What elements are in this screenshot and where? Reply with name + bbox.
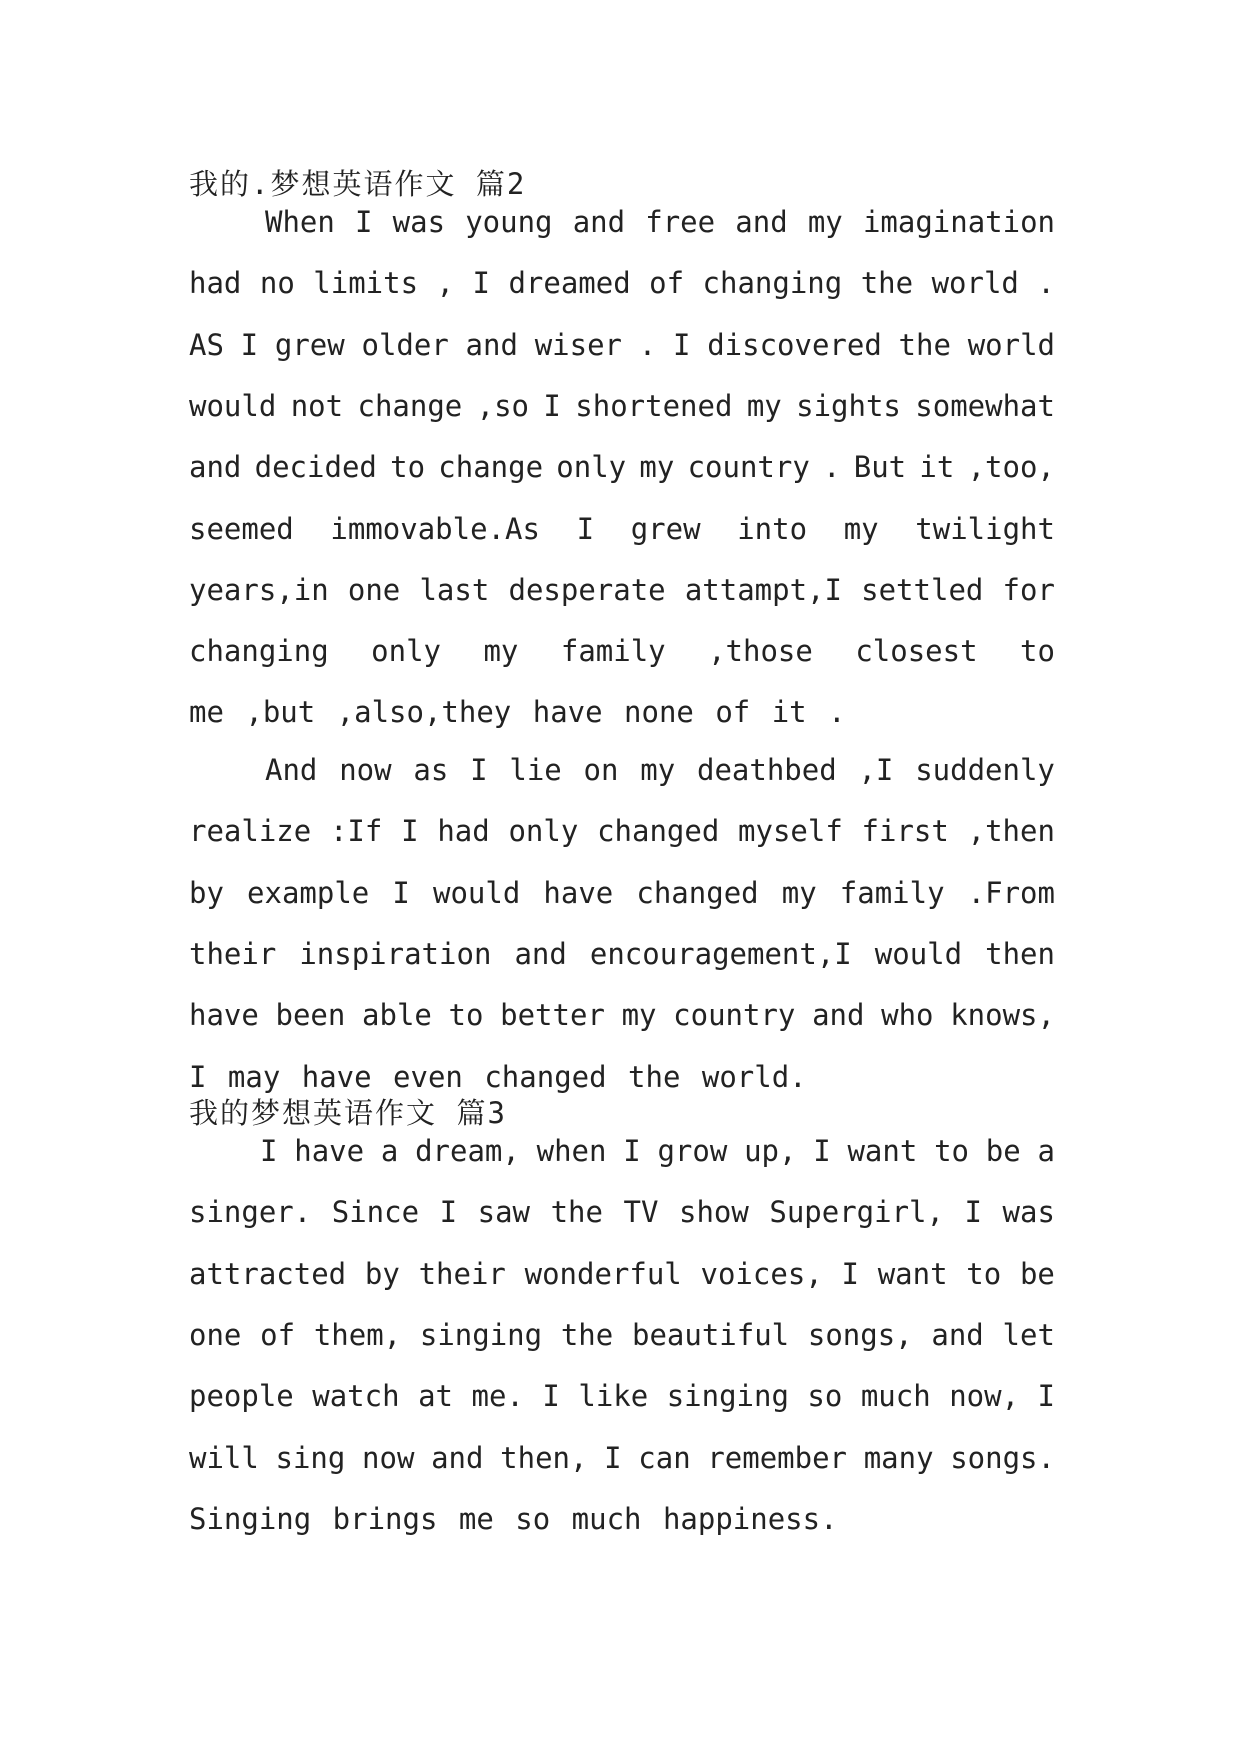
word: closest	[855, 634, 978, 668]
word: dreamed	[508, 266, 631, 300]
word: voices,	[700, 1257, 823, 1291]
word: it	[919, 450, 955, 484]
word: only	[508, 814, 579, 848]
word: AS	[189, 328, 224, 362]
word: and	[465, 328, 518, 362]
word: a	[1037, 1134, 1055, 1168]
text-line	[189, 1315, 1055, 1355]
word: ,those	[708, 634, 813, 668]
word: much	[860, 1379, 931, 1413]
word: ,too,	[967, 450, 1055, 484]
word: ,	[436, 266, 454, 300]
word: only	[556, 450, 627, 484]
word: my	[640, 753, 676, 787]
word: so	[807, 1379, 843, 1413]
word: my	[746, 389, 782, 423]
word: twilight	[915, 512, 1055, 546]
word: I	[841, 1257, 859, 1291]
word: been	[275, 998, 346, 1032]
word: I	[813, 1134, 831, 1168]
word: somewhat	[915, 389, 1055, 423]
text-line	[265, 202, 1055, 242]
word: I	[392, 876, 410, 910]
word: up,	[744, 1134, 797, 1168]
word: of	[649, 266, 685, 300]
word: change	[357, 389, 463, 423]
word: Supergirl,	[769, 1195, 944, 1229]
word: songs.	[950, 1441, 1055, 1475]
word: And	[265, 753, 318, 787]
word: family	[560, 634, 666, 668]
word: the	[560, 1318, 614, 1352]
text-line: I may have even changed the world.	[189, 1060, 807, 1094]
word: their	[418, 1257, 506, 1291]
word: settled	[861, 573, 984, 607]
word: singing	[666, 1379, 789, 1413]
word: many	[863, 1441, 934, 1475]
word: When	[265, 205, 335, 239]
word: suddenly	[915, 753, 1055, 787]
text-line	[189, 1438, 1055, 1478]
word: only	[371, 634, 441, 668]
text-line	[189, 631, 1055, 671]
word: watch	[312, 1379, 400, 1413]
word: like	[578, 1379, 649, 1413]
word: I	[964, 1195, 982, 1229]
word: ,I	[858, 753, 894, 787]
word: and	[812, 998, 865, 1032]
text-line	[189, 1376, 1055, 1416]
word: beautiful	[631, 1318, 790, 1352]
text-line	[189, 325, 1055, 365]
word: I	[543, 389, 561, 423]
word: will	[189, 1441, 259, 1475]
word: my	[781, 876, 817, 910]
word: and	[735, 205, 788, 239]
word: knows,	[950, 998, 1055, 1032]
word: I	[576, 512, 595, 546]
word: country	[673, 998, 796, 1032]
word: I	[1037, 1379, 1055, 1413]
word: family	[839, 876, 945, 910]
word: years,in	[189, 573, 329, 607]
text-line	[189, 873, 1055, 913]
word: seemed	[189, 512, 294, 546]
word: for	[1002, 573, 1055, 607]
word: Since	[331, 1195, 420, 1229]
word: older	[361, 328, 449, 362]
word: my	[621, 998, 657, 1032]
word: shortened	[575, 389, 733, 423]
word: at	[418, 1379, 453, 1413]
word: singing	[419, 1318, 543, 1352]
word: now	[339, 753, 392, 787]
word: then	[985, 937, 1055, 971]
word: grew	[630, 512, 701, 546]
word: to	[966, 1257, 1002, 1291]
word: changing	[189, 634, 329, 668]
text-line	[189, 570, 1055, 610]
word: and	[514, 937, 567, 971]
word: change	[438, 450, 544, 484]
word: wonderful	[524, 1257, 682, 1291]
word: better	[500, 998, 605, 1032]
word: able	[362, 998, 432, 1032]
word: I	[260, 1134, 278, 1168]
text-line	[189, 811, 1055, 851]
word: be	[985, 1134, 1021, 1168]
word: by	[189, 876, 224, 910]
word: me.	[471, 1379, 524, 1413]
word: discovered	[707, 328, 882, 362]
text-line	[265, 750, 1055, 790]
word: country	[687, 450, 810, 484]
word: sing	[275, 1441, 346, 1475]
word: into	[737, 512, 808, 546]
word: changing	[702, 266, 843, 300]
text-line	[189, 1254, 1055, 1294]
word: limits	[313, 266, 419, 300]
word: want	[847, 1134, 918, 1168]
word: them,	[313, 1318, 402, 1352]
word: my	[483, 634, 519, 668]
section-2-heading: 我的.梦想英语作文 篇2	[189, 167, 527, 201]
word: world	[931, 266, 1019, 300]
word: .From	[967, 876, 1055, 910]
word: attampt,I	[684, 573, 842, 607]
word: singer.	[189, 1195, 312, 1229]
word: imagination	[862, 205, 1055, 239]
word: as	[413, 753, 449, 787]
text-line	[189, 995, 1055, 1035]
word: can	[638, 1441, 691, 1475]
word: I	[672, 328, 691, 362]
word: and	[572, 205, 626, 239]
word: one	[189, 1318, 242, 1352]
word: have	[543, 876, 614, 910]
word: lie	[509, 753, 562, 787]
word: no	[259, 266, 295, 300]
word: changed	[636, 876, 759, 910]
word: But	[853, 450, 907, 484]
word: dream,	[415, 1134, 520, 1168]
text-line	[189, 386, 1055, 426]
word: and	[431, 1441, 484, 1475]
text-line	[189, 1192, 1055, 1232]
word: last	[419, 573, 490, 607]
section-3-heading: 我的梦想英语作文 篇3	[189, 1096, 507, 1130]
text-line: Singing brings me so much happiness.	[189, 1502, 838, 1536]
word: desperate	[508, 573, 666, 607]
word: ,so	[476, 389, 530, 423]
word: .	[1037, 266, 1055, 300]
word: to	[390, 450, 426, 484]
word: not	[290, 389, 344, 423]
word: decided	[254, 450, 377, 484]
word: the	[898, 328, 951, 362]
word: the	[550, 1195, 603, 1229]
word: then,	[500, 1441, 588, 1475]
word: had	[189, 266, 242, 300]
text-line	[260, 1131, 1055, 1171]
word: who	[881, 998, 934, 1032]
text-line	[189, 509, 1055, 549]
word: attracted	[189, 1257, 347, 1291]
word: grew	[274, 328, 345, 362]
word: I	[470, 753, 488, 787]
word: people	[189, 1379, 294, 1413]
word: would	[432, 876, 521, 910]
word: have	[294, 1134, 365, 1168]
word: be	[1019, 1257, 1055, 1291]
word: world	[967, 328, 1055, 362]
word: TV	[623, 1195, 659, 1229]
word: I	[240, 328, 259, 362]
word: my	[843, 512, 879, 546]
word: was	[392, 205, 446, 239]
word: grow	[657, 1134, 728, 1168]
word: ,then	[967, 814, 1055, 848]
word: now,	[949, 1379, 1020, 1413]
word: was	[1002, 1195, 1055, 1229]
word: realize	[189, 814, 312, 848]
word: and	[189, 450, 242, 484]
word: deathbed	[696, 753, 837, 787]
word: I	[355, 205, 373, 239]
text-line	[189, 263, 1055, 303]
word: I	[439, 1195, 458, 1229]
word: young	[465, 205, 553, 239]
text-line: me ,but ,also,they have none of it .	[189, 695, 846, 729]
word: .	[638, 328, 657, 362]
word: saw	[477, 1195, 531, 1229]
word: I	[604, 1441, 622, 1475]
word: encouragement,I	[589, 937, 852, 971]
text-line	[189, 934, 1055, 974]
word: example	[247, 876, 370, 910]
word: my	[807, 205, 843, 239]
word: first	[861, 814, 949, 848]
word: wiser	[534, 328, 622, 362]
word: free	[645, 205, 716, 239]
word: of	[260, 1318, 296, 1352]
word: would	[189, 389, 277, 423]
word: :If	[329, 814, 383, 848]
word: I	[472, 266, 490, 300]
word: I	[623, 1134, 641, 1168]
text-line	[189, 447, 1055, 487]
word: sights	[796, 389, 901, 423]
word: I	[542, 1379, 560, 1413]
word: have	[189, 998, 259, 1032]
word: myself	[738, 814, 843, 848]
word: songs,	[807, 1318, 913, 1352]
word: now	[362, 1441, 415, 1475]
word: want	[877, 1257, 948, 1291]
word: a	[380, 1134, 399, 1168]
word: one	[347, 573, 401, 607]
word: on	[583, 753, 619, 787]
word: to	[448, 998, 484, 1032]
word: when	[536, 1134, 607, 1168]
word: the	[860, 266, 914, 300]
word: would	[874, 937, 963, 971]
word: and	[931, 1318, 984, 1352]
word: my	[639, 450, 675, 484]
word: .	[823, 450, 841, 484]
word: to	[934, 1134, 969, 1168]
word: by	[364, 1257, 400, 1291]
word: their	[189, 937, 277, 971]
word: let	[1002, 1318, 1055, 1352]
word: immovable.As	[330, 512, 540, 546]
word: I	[401, 814, 419, 848]
word: changed	[597, 814, 720, 848]
word: show	[678, 1195, 749, 1229]
word: had	[437, 814, 490, 848]
word: remember	[707, 1441, 848, 1475]
word: inspiration	[299, 937, 492, 971]
word: to	[1020, 634, 1055, 668]
